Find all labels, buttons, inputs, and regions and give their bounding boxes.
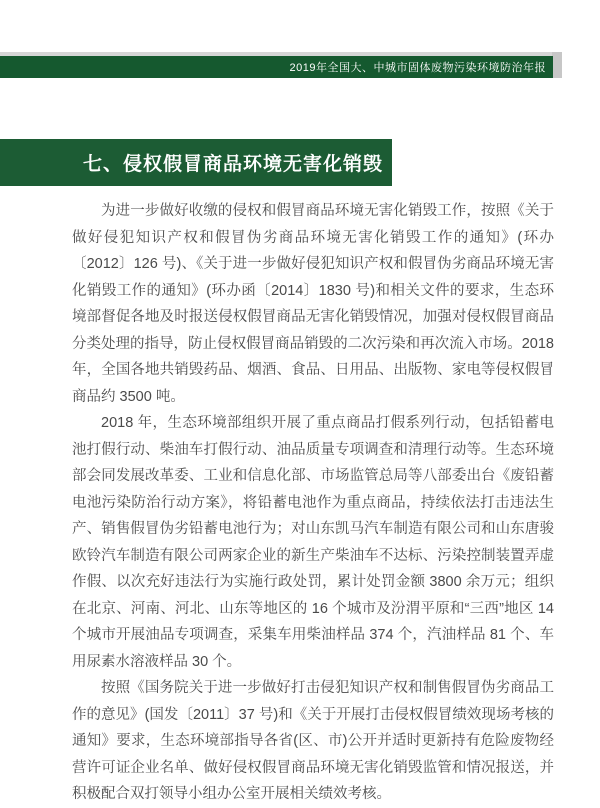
paragraph-1: 为进一步做好收缴的侵权和假冒商品环境无害化销毁工作，按照《关于做好侵犯知识产权和假冒伪劣商品环境无害化销毁工作的通知》(环办〔2012〕126 号)、《关于进一步做好侵犯知识产权和假冒伪劣商品环境无害化销毁工作的通知》(环办函〔2014〕1830 号)和相关文件的要求，生态环境部督促各地及时报送侵权假冒商品无害化销毁情况，加强对侵权假冒商品分类处理的指导，防止侵权假冒商品销毁的二次污染和再次流入市场。2018年，全国各地共销毁药品、烟酒、食品、日用品、出版物、家电等侵权假冒商品约 3500 吨。 [72, 203, 554, 405]
section-title-banner [0, 139, 392, 186]
section-title: 七、侵权假冒商品环境无害化销毁 [82, 154, 383, 175]
page-header-bar [0, 56, 553, 78]
report-title: 2019年全国大、中城市固体废物污染环境防治年报 [289, 62, 546, 74]
header-rule-end-notch [552, 52, 562, 78]
paragraph-2: 2018 年，生态环境部组织开展了重点商品打假系列行动，包括铅蓄电池打假行动、柴油车打假行动、油品质量专项调查和清理行动等。生态环境部会同发展改革委、工业和信息化部、市场监管总局等八部委出台《废铅蓄电池污染防治行动方案》，将铅蓄电池作为重点商品，持续依法打击违法生产、销售假冒伪劣铅蓄电池行为；对山东凯马汽车制造有限公司和山东唐骏欧铃汽车制造有限公司两家企业的新生产柴油车不达标、污染控制装置弄虚作假、以次充好违法行为实施行政处罚，累计处罚金额 3800 余万元；组织在北京、河南、河北、山东等地区的 16 个城市及汾渭平原和“三西”地区 14 个城市开展油品专项调查，采集车用柴油样品 374 个，汽油样品 81 个、车用尿素水溶液样品 30 个。 [72, 415, 554, 670]
paragraph-3: 按照《国务院关于进一步做好打击侵犯知识产权和制售假冒伪劣商品工作的意见》(国发〔2011〕37 号)和《关于开展打击侵权假冒绩效现场考核的通知》要求，生态环境部指导各省(区、市)公开并适时更新持有危险废物经营许可证企业名单、做好侵权假冒商品环境无害化销毁监管和情况报送，并积极配合双打领导小组办公室开展相关绩效考核。 [72, 680, 554, 802]
section-body [72, 198, 554, 808]
